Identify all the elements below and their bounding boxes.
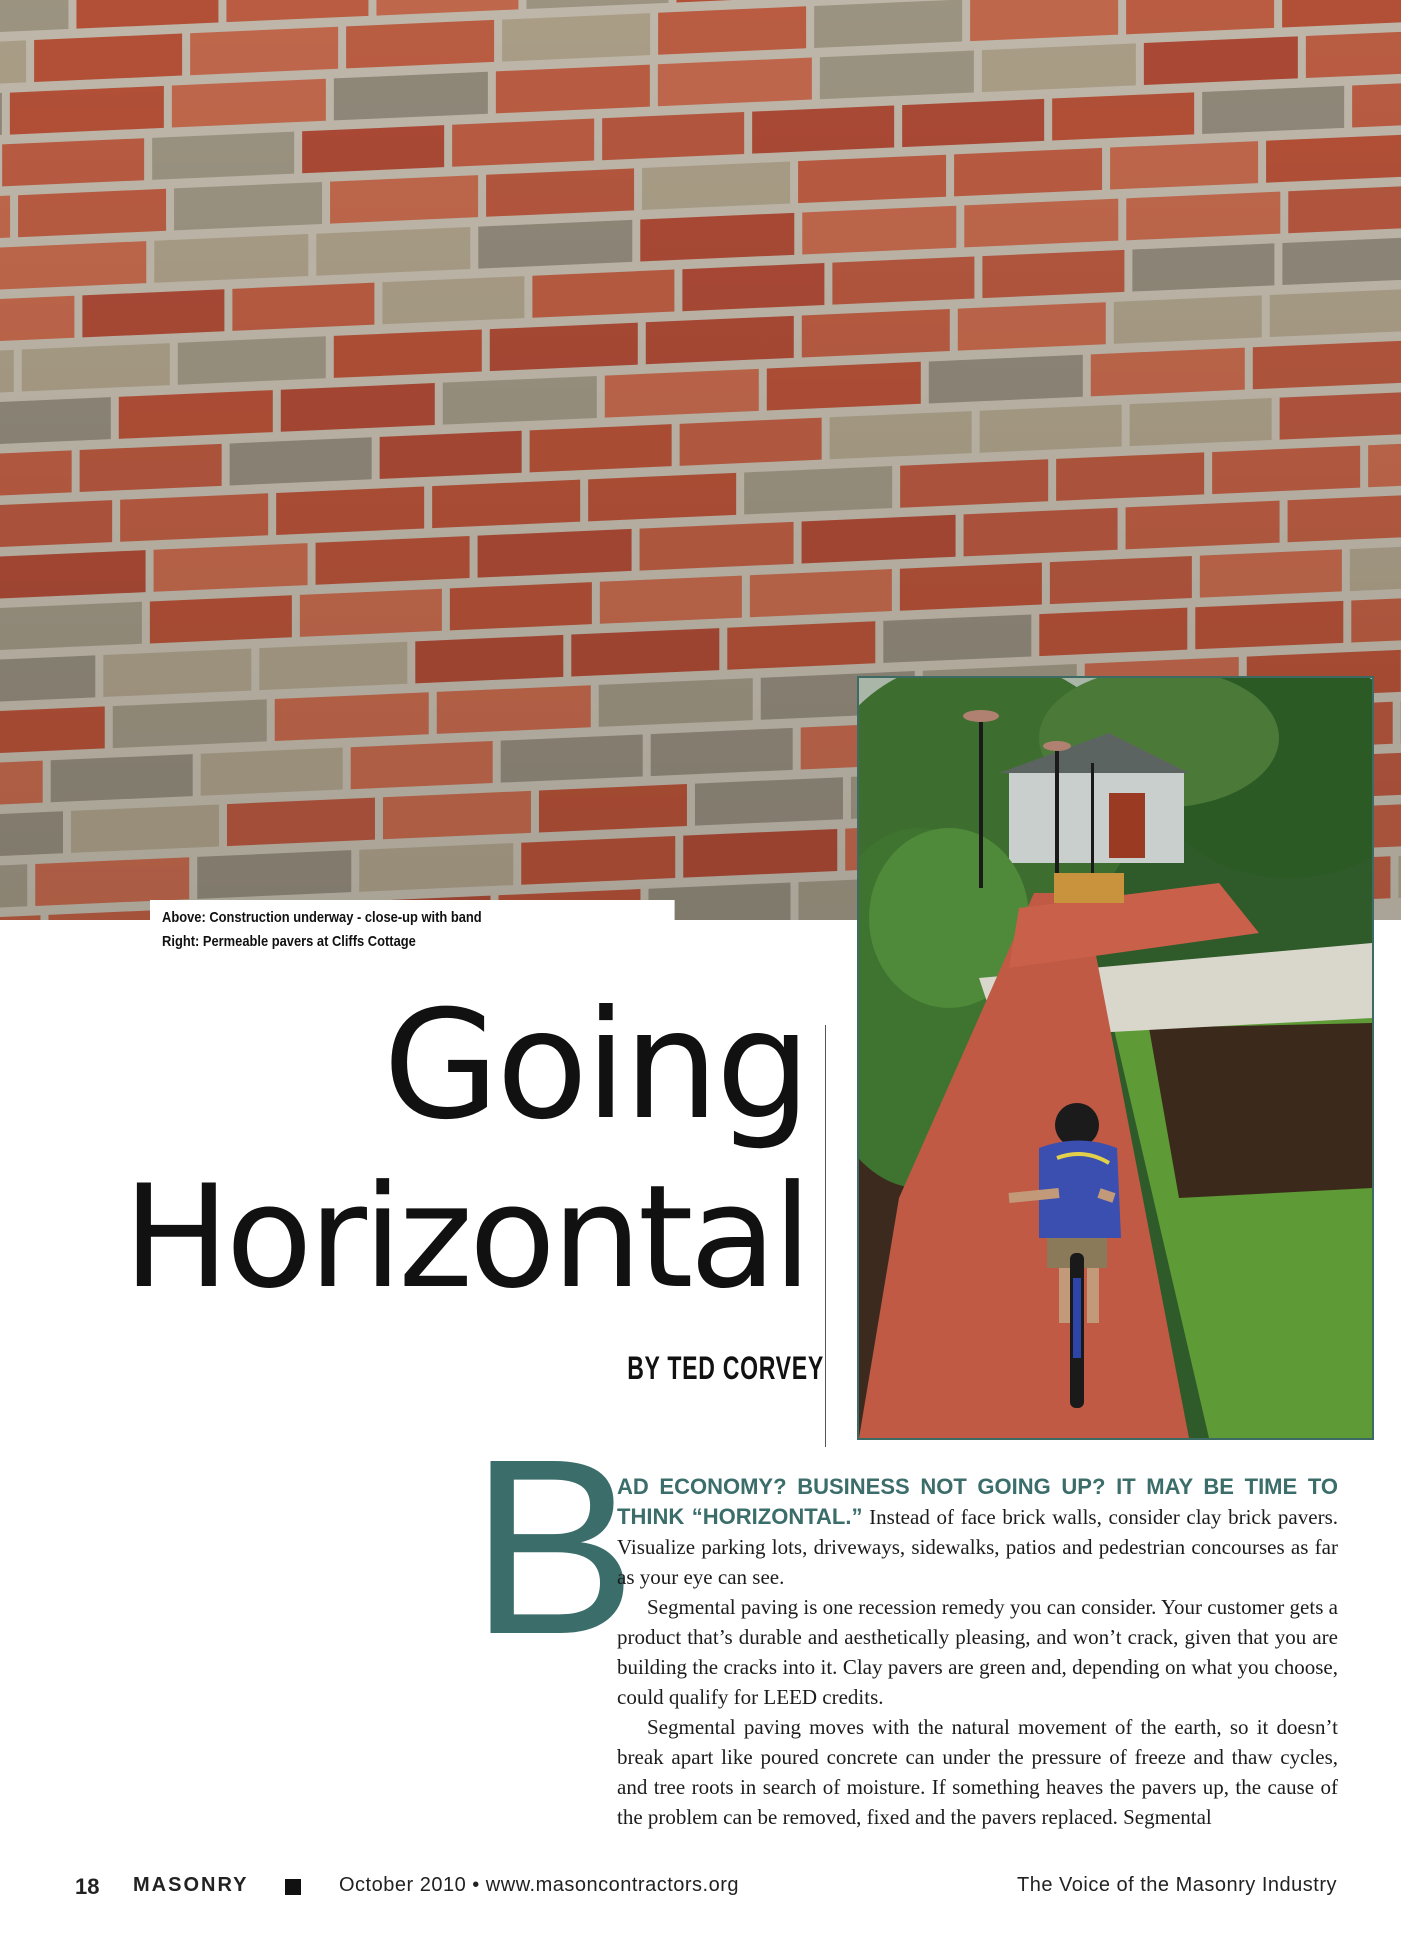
article-title [0, 980, 808, 1324]
caption-line-above: Above: Construction underway - close-up with band [162, 909, 482, 926]
page-number: 18 [75, 1874, 100, 1899]
author-byline: BY TED CORVEY [627, 1350, 824, 1386]
caption-line-right: Right: Permeable pavers at Cliffs Cottage [162, 933, 416, 950]
bike-path-photo [857, 676, 1374, 1440]
title-line-going: Going [383, 979, 808, 1153]
square-bullet-icon [285, 1879, 301, 1895]
issue-date-and-website: October 2010 • www.masoncontractors.org [339, 1874, 740, 1896]
publication-tagline: The Voice of the Masonry Industry [1017, 1874, 1337, 1896]
drop-cap: B [470, 1407, 637, 1686]
article-paragraph-1 [617, 1472, 1338, 1592]
publication-name: MASONRY [133, 1874, 249, 1896]
article-paragraph-2: Segmental paving is one recession remedy you can consider. Your customer gets a product that’s durable and aesthetically pleasing, and won’t crack, given that you are building the cracks into it. Clay pavers are green and, depending on what you choose, could qualify for LEED credits. [617, 1595, 1338, 1709]
child-on-bike-path-photo-icon [859, 678, 1372, 1438]
page-footer [75, 1874, 1337, 1904]
article-body [617, 1472, 1338, 1832]
lead-in-text: AD ECONOMY? BUSINESS NOT GOING UP? IT MAY BE TIME TO THINK “HORIZONTAL.” [617, 1474, 1338, 1529]
title-line-horizontal: Horizontal [122, 1155, 808, 1320]
article-paragraph-3: Segmental paving moves with the natural movement of the earth, so it doesn’t break apart like poured concrete can under the pressure of freeze and thaw cycles, and tree roots in search of moisture. If something heaves the pavers up, the cause of the problem can be removed, fixed and the pavers replaced. Segmental [617, 1715, 1338, 1829]
photo-caption [150, 900, 675, 952]
paragraph-1-text: Instead of face brick walls, consider clay brick pavers. Visualize parking lots, driveways, sidewalks, patios and pedestrian concourses as far as your eye can see. [617, 1505, 1338, 1589]
title-divider [825, 1025, 826, 1447]
